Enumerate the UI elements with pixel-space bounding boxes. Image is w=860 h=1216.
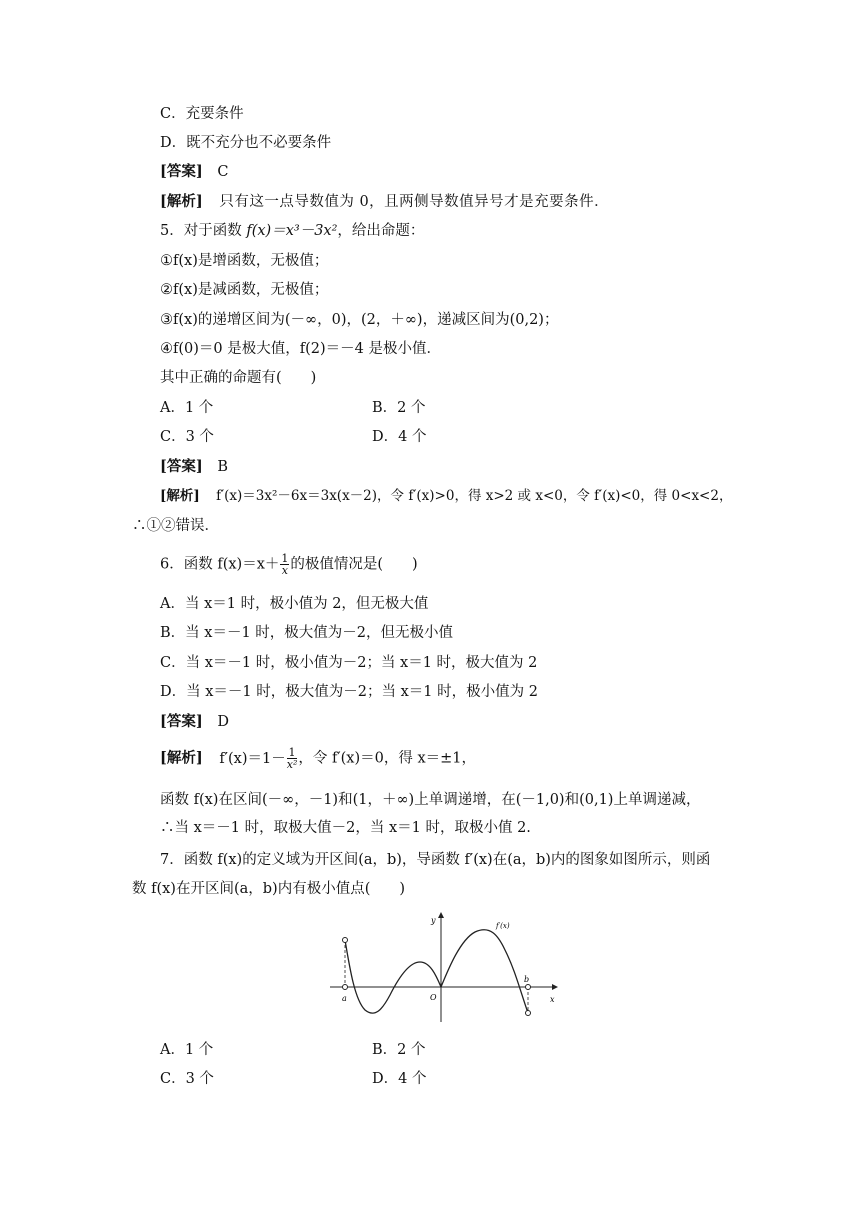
q5-stem-suffix: ，给出命题： [337, 223, 425, 239]
analysis-tag: [解析] [160, 749, 203, 767]
b-axis-point [526, 985, 531, 990]
answer-tag: [答案] [160, 713, 203, 730]
q6-stem [160, 553, 418, 576]
q5-analysis [160, 486, 732, 506]
q5-analysis-line2: ∴①②错误． [132, 518, 219, 534]
q6-answer [160, 712, 229, 732]
q5-stem-prefix: 5．对于函数 [160, 223, 247, 239]
q4-option-d: D．既不充分也不必要条件 [160, 135, 332, 151]
derivative-graph [330, 910, 560, 1025]
x-axis-label: x [550, 995, 555, 1004]
q6-option-d: D．当 x＝－1 时，极大值为－2；当 x＝1 时，极小值为 2 [160, 684, 538, 700]
answer-value: B [217, 459, 228, 475]
a-axis-point [343, 985, 348, 990]
x-axis-arrow-icon [552, 984, 558, 990]
fraction-denominator: x [281, 564, 288, 577]
origin-label: O [430, 993, 437, 1002]
answer-tag: [答案] [160, 458, 203, 475]
q6-analysis [160, 747, 476, 770]
a-open-endpoint [343, 938, 348, 943]
q5-answer [160, 457, 228, 477]
a-label: a [342, 994, 347, 1003]
q6-option-a: A．当 x＝1 时，极小值为 2，但无极大值 [160, 596, 429, 612]
q4-answer [160, 162, 228, 182]
q7-stem-line2: 数 f(x)在开区间(a，b)内有极小值点( ) [132, 881, 406, 897]
analysis-prefix: f′(x)＝1－ [219, 750, 286, 767]
fraction-numerator: 1 [288, 746, 296, 759]
q5-proposition-3: ③f(x)的递增区间为(－∞，0)，(2，＋∞)，递减区间为(0,2)； [160, 312, 559, 328]
y-axis-arrow-icon [438, 912, 444, 918]
q7-option-b: B．2 个 [372, 1042, 426, 1058]
q5-stem-func: f(x)＝x³－3x² [246, 223, 338, 239]
q4-option-c: C．充要条件 [160, 106, 244, 122]
q5-question: 其中正确的命题有( ) [160, 370, 317, 386]
analysis-suffix: ，令 f′(x)＝0，得 x＝±1， [298, 750, 477, 767]
y-axis-label: y [431, 916, 436, 925]
b-open-endpoint [526, 1011, 531, 1016]
q6-analysis-line3: ∴当 x＝－1 时，取极大值－2，当 x＝1 时，取极小值 2. [160, 820, 531, 836]
analysis-text: f′(x)＝3x²－6x＝3x(x－2)，令 f′(x)>0，得 x>2 或 x<0，令 f′(x)<0，得 0<x<2， [216, 488, 733, 504]
analysis-tag: [解析] [160, 488, 200, 504]
q5-option-c: C．3 个 [160, 429, 214, 445]
q5-option-d: D．4 个 [372, 429, 427, 445]
q5-option-a: A．1 个 [160, 400, 214, 416]
q5-stem [160, 221, 424, 241]
q4-analysis [160, 192, 609, 212]
q6-analysis-line2: 函数 f(x)在区间(－∞，－1)和(1，＋∞)上单调递增，在(－1,0)和(0,1)上单调递减， [160, 792, 701, 808]
q6-analysis-fraction [287, 747, 298, 770]
b-label: b [524, 975, 530, 984]
q5-proposition-1: ①f(x)是增函数，无极值； [160, 253, 329, 269]
q7-stem-line1: 7．函数 f(x)的定义域为开区间(a，b)，导函数 f′(x)在(a，b)内的图象如图所示，则函 [160, 852, 711, 868]
curve-label: f′(x) [496, 922, 510, 930]
q5-proposition-2: ②f(x)是减函数，无极值； [160, 282, 329, 298]
q6-option-b: B．当 x＝－1 时，极大值为－2，但无极小值 [160, 625, 454, 641]
answer-value: D [217, 714, 229, 730]
fraction-numerator: 1 [281, 552, 289, 565]
q5-option-b: B．2 个 [372, 400, 426, 416]
fraction-denominator: x² [286, 758, 298, 771]
q5-proposition-4: ④f(0)＝0 是极大值，f(2)＝－4 是极小值． [160, 341, 441, 357]
q6-stem-suffix: 的极值情况是( ) [290, 556, 418, 573]
q6-option-c: C．当 x＝－1 时，极小值为－2；当 x＝1 时，极大值为 2 [160, 655, 538, 671]
q6-stem-prefix: 6．函数 f(x)＝x＋ [160, 556, 280, 573]
analysis-text: 只有这一点导数值为 0，且两侧导数值异号才是充要条件． [219, 194, 610, 210]
analysis-tag: [解析] [160, 193, 203, 210]
q6-fraction [280, 553, 289, 576]
q7-option-d: D．4 个 [372, 1071, 427, 1087]
answer-tag: [答案] [160, 163, 203, 180]
q7-option-a: A．1 个 [160, 1042, 214, 1058]
answer-value: C [217, 164, 229, 180]
q7-option-c: C．3 个 [160, 1071, 214, 1087]
